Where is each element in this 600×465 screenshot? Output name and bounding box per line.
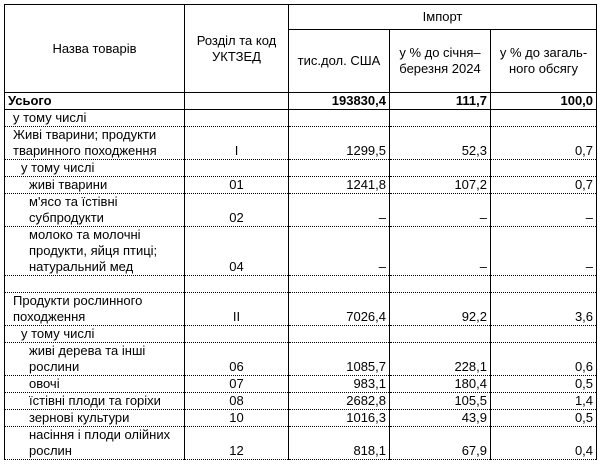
- table-row: [5, 343, 597, 376]
- row-pct-prev: 111,7: [390, 93, 491, 110]
- row-pct-total: –: [491, 194, 597, 227]
- row-code: 07: [185, 376, 289, 393]
- row-name: у тому числі: [5, 110, 185, 127]
- row-code: 12: [185, 427, 289, 460]
- row-value: 2682,8: [289, 393, 390, 410]
- table-row: [5, 194, 597, 227]
- row-code: II: [185, 293, 289, 326]
- table-row: [5, 127, 597, 160]
- row-pct-prev: 228,1: [390, 343, 491, 376]
- row-value: [289, 110, 390, 127]
- header-value: тис.дол. США: [289, 30, 390, 93]
- row-pct-prev: 92,2: [390, 293, 491, 326]
- row-code: 02: [185, 194, 289, 227]
- table-row: [5, 110, 597, 127]
- row-pct-prev: [390, 110, 491, 127]
- row-value: 983,1: [289, 376, 390, 393]
- row-pct-prev: –: [390, 194, 491, 227]
- row-name: їстівні плоди та горіхи: [5, 393, 185, 410]
- row-pct-total: [491, 160, 597, 177]
- row-name: у тому числі: [5, 160, 185, 177]
- row-name: у тому числі: [5, 326, 185, 343]
- row-name: Продукти рослинного походження: [5, 293, 185, 326]
- import-table: [4, 4, 597, 460]
- row-name: Усього: [5, 93, 185, 110]
- row-code: 04: [185, 227, 289, 276]
- table-row: [5, 293, 597, 326]
- row-pct-prev: 67,9: [390, 427, 491, 460]
- table-row: [5, 376, 597, 393]
- row-pct-total: 0,4: [491, 427, 597, 460]
- row-value: 7026,4: [289, 293, 390, 326]
- row-pct-total: 0,5: [491, 376, 597, 393]
- row-pct-total: 1,4: [491, 393, 597, 410]
- row-pct-prev: 52,3: [390, 127, 491, 160]
- row-name: Живі тварини; продукти тваринного походження: [5, 127, 185, 160]
- row-pct-total: 0,7: [491, 127, 597, 160]
- header-code: Розділ та код УКТЗЕД: [185, 5, 289, 93]
- row-code: [185, 110, 289, 127]
- row-value: 193830,4: [289, 93, 390, 110]
- row-pct-prev: [390, 160, 491, 177]
- row-value: 1299,5: [289, 127, 390, 160]
- row-value: 1241,8: [289, 177, 390, 194]
- table-row: [5, 393, 597, 410]
- table-row: [5, 227, 597, 276]
- header-pct-total: у % до загаль-ного обсягу: [491, 30, 597, 93]
- row-value: 1016,3: [289, 410, 390, 427]
- row-pct-prev: 180,4: [390, 376, 491, 393]
- header-pct-prev: у % до січня–березня 2024: [390, 30, 491, 93]
- row-name: овочі: [5, 376, 185, 393]
- row-pct-total: [491, 276, 597, 293]
- row-name: м'ясо та їстівні субпродукти: [5, 194, 185, 227]
- row-value: –: [289, 227, 390, 276]
- row-value: –: [289, 194, 390, 227]
- row-code: [185, 276, 289, 293]
- row-name: живі дерева та інші рослини: [5, 343, 185, 376]
- row-name: насіння і плоди олійних рослин: [5, 427, 185, 460]
- row-name: живі тварини: [5, 177, 185, 194]
- header-import: Імпорт: [289, 5, 597, 30]
- row-code: [185, 160, 289, 177]
- row-value: 1085,7: [289, 343, 390, 376]
- row-pct-prev: 43,9: [390, 410, 491, 427]
- row-pct-total: [491, 326, 597, 343]
- row-value: [289, 160, 390, 177]
- row-name: [5, 276, 185, 293]
- table-row: [5, 160, 597, 177]
- row-name: молоко та молочні продукти, яйця птиці; натуральний мед: [5, 227, 185, 276]
- header-name: Назва товарів: [5, 5, 185, 93]
- row-code: I: [185, 127, 289, 160]
- row-code: 01: [185, 177, 289, 194]
- row-pct-total: –: [491, 227, 597, 276]
- row-code: 08: [185, 393, 289, 410]
- row-pct-prev: 107,2: [390, 177, 491, 194]
- row-pct-total: 100,0: [491, 93, 597, 110]
- row-name: зернові культури: [5, 410, 185, 427]
- table-row-total: [5, 93, 597, 110]
- row-pct-total: 0,5: [491, 410, 597, 427]
- table-row: [5, 177, 597, 194]
- table-row: [5, 427, 597, 460]
- row-code: [185, 326, 289, 343]
- row-code: 06: [185, 343, 289, 376]
- row-pct-total: 3,6: [491, 293, 597, 326]
- row-pct-prev: [390, 326, 491, 343]
- row-pct-prev: [390, 276, 491, 293]
- table-row-spacer: [5, 276, 597, 293]
- table-row: [5, 410, 597, 427]
- row-value: [289, 326, 390, 343]
- row-pct-total: 0,6: [491, 343, 597, 376]
- row-value: [289, 276, 390, 293]
- row-pct-total: [491, 110, 597, 127]
- row-pct-prev: –: [390, 227, 491, 276]
- table-row: [5, 326, 597, 343]
- row-pct-total: 0,7: [491, 177, 597, 194]
- row-code: 10: [185, 410, 289, 427]
- row-pct-prev: 105,5: [390, 393, 491, 410]
- row-code: [185, 93, 289, 110]
- row-value: 818,1: [289, 427, 390, 460]
